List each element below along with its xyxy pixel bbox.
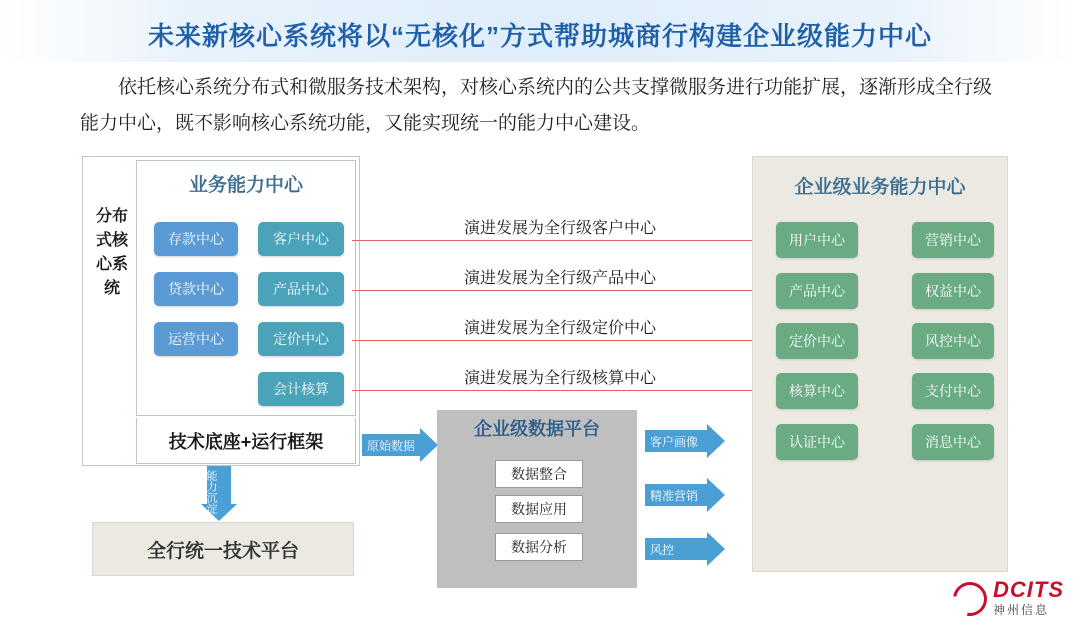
chip-payment-center[interactable]: 支付中心 [912,373,994,409]
chip-pricing-center[interactable]: 定价中心 [258,322,344,356]
customer-profile-arrow [645,424,725,458]
flow-label-3: 演进发展为全行级核算中心 [463,370,656,387]
chip-message-center[interactable]: 消息中心 [912,424,994,460]
chip-riskcontrol-center[interactable]: 风控中心 [912,323,994,359]
chip-ent-product-center[interactable]: 产品中心 [776,273,858,309]
precision-marketing-label: 精准营销 [650,488,699,503]
logo-swirl-icon [946,575,993,622]
enterprise-capability-title: 企业级业务能力中心 [794,177,966,198]
company-logo [953,579,1064,618]
page-title: 未来新核心系统将以“无核化”方式帮助城商行构建企业级能力中心 [147,21,932,51]
logo-text-en: DCITS [993,577,1064,602]
chip-deposit-center[interactable]: 存款中心 [154,222,238,256]
chip-ent-accounting-center[interactable]: 核算中心 [776,373,858,409]
chip-product-center[interactable]: 产品中心 [258,272,344,306]
business-capability-center-title: 业务能力中心 [188,175,303,196]
intro-paragraph: 依托核心系统分布式和微服务技术架构，对核心系统内的公共支撑微服务进行功能扩展，逐渐形成全行级能力中心，既不影响核心系统功能，又能实现统一的能力中心建设。 [80,77,993,134]
enterprise-capability-panel [752,156,1008,572]
data-platform-item-analysis[interactable]: 数据分析 [495,533,583,561]
distributed-core-label: 分布式核心系统 [95,208,128,297]
chip-user-center[interactable]: 用户中心 [776,222,858,258]
chip-ent-pricing-center[interactable]: 定价中心 [776,323,858,359]
risk-control-arrow [645,532,725,566]
data-platform-item-application[interactable]: 数据应用 [495,495,583,523]
tech-base-label: 技术底座+运行框架 [136,418,356,464]
logo-text-cn: 神州信息 [993,603,1050,617]
chip-accounting-center[interactable]: 会计核算 [258,372,344,406]
chip-customer-center[interactable]: 客户中心 [258,222,344,256]
flow-line-2 [352,340,760,341]
enterprise-data-platform-title: 企业级数据平台 [474,419,600,439]
capability-precipitation-label: 能力沉淀 [205,470,217,514]
flow-line-1 [352,290,760,291]
chip-rights-center[interactable]: 权益中心 [912,273,994,309]
raw-data-arrow [362,428,438,462]
flow-line-3 [352,390,760,391]
chip-operation-center[interactable]: 运营中心 [154,322,238,356]
flow-label-1: 演进发展为全行级产品中心 [463,270,656,287]
risk-control-label: 风控 [650,542,675,557]
raw-data-label: 原始数据 [367,438,416,453]
chip-marketing-center[interactable]: 营销中心 [912,222,994,258]
precision-marketing-arrow [645,478,725,512]
customer-profile-label: 客户画像 [650,434,699,449]
data-platform-item-integration[interactable]: 数据整合 [495,460,583,488]
chip-loan-center[interactable]: 贷款中心 [154,272,238,306]
flow-label-0: 演进发展为全行级客户中心 [463,220,656,237]
capability-precipitation-arrow [201,466,237,521]
unified-tech-platform: 全行统一技术平台 [92,522,354,576]
chip-auth-center[interactable]: 认证中心 [776,424,858,460]
flow-line-0 [352,240,760,241]
flow-label-2: 演进发展为全行级定价中心 [463,320,656,337]
